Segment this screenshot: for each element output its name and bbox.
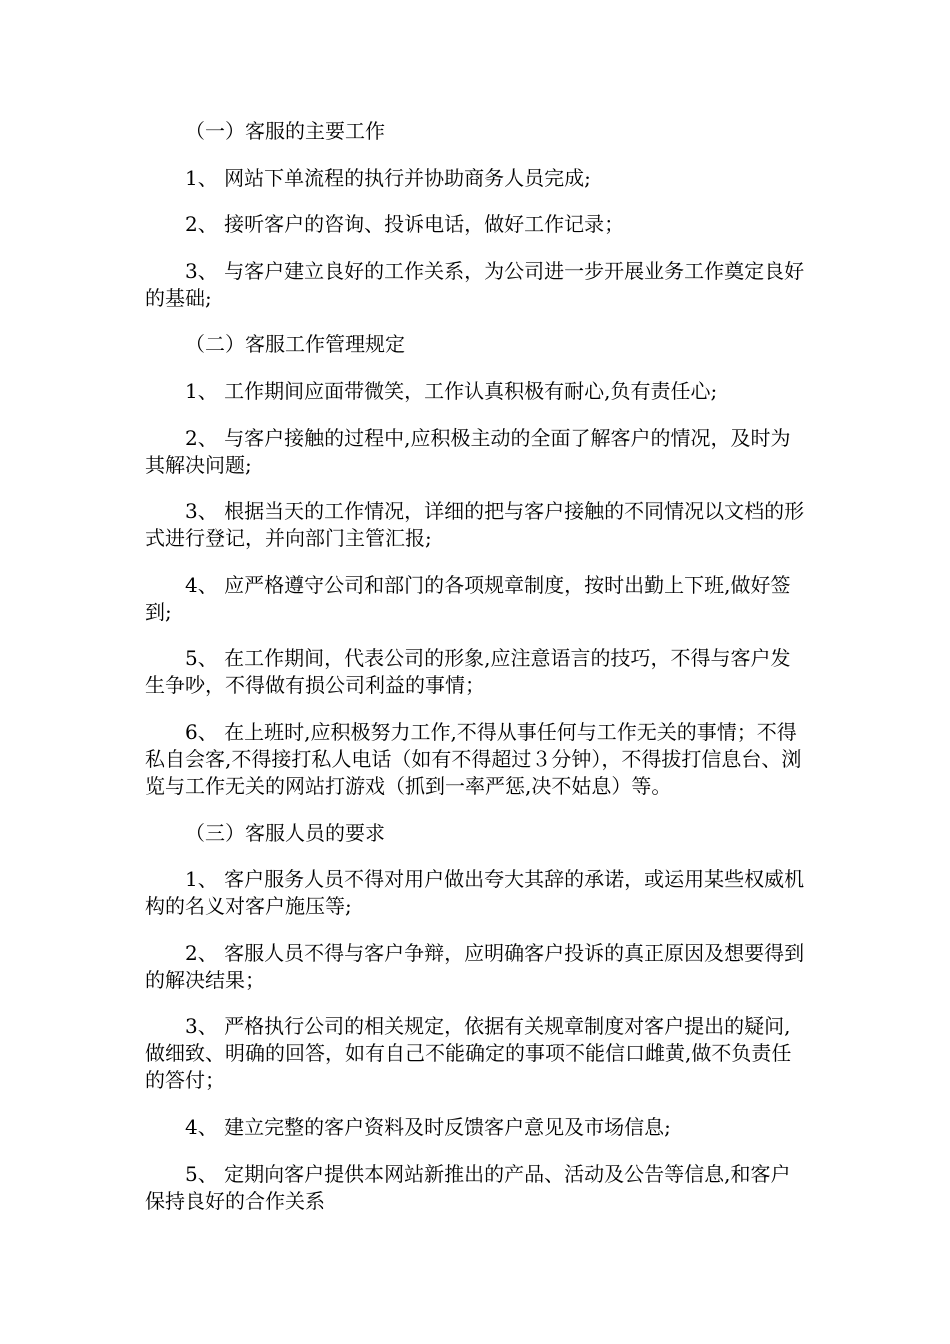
list-item: 3、 与客户建立良好的工作关系，为公司进一步开展业务工作奠定良好的基础; (145, 258, 805, 310)
list-item: 2、 客服人员不得与客户争辩，应明确客户投诉的真正原因及想要得到的解决结果； (145, 940, 805, 992)
list-item: 6、 在上班时,应积极努力工作,不得从事任何与工作无关的事情；不得私自会客,不得接打私人电话（如有不得超过３分钟），不得拔打信息台、浏览与工作无关的网站打游戏（抓到一率严惩,决不姑息）等。 (145, 719, 802, 798)
list-item: 3、 严格执行公司的相关规定，依据有关规章制度对客户提出的疑问,做细致、明确的回答，如有自己不能确定的事项不能信口雌黄,做不负责任的答付； (145, 1014, 792, 1093)
document-body (145, 118, 810, 1234)
list-item: 1、 工作期间应面带微笑，工作认真积极有耐心,负有责任心; (185, 378, 718, 403)
list-item: 1、 客户服务人员不得对用户做出夸大其辞的承诺，或运用某些权威机构的名义对客户施压等; (145, 867, 805, 919)
section-heading: （一）客服的主要工作 (185, 119, 385, 143)
list-item: 3、 根据当天的工作情况，详细的把与客户接触的不同情况以文档的形式进行登记，并向部门主管汇报; (145, 499, 805, 551)
section-heading: （三）客服人员的要求 (185, 820, 385, 845)
list-item: 2、 与客户接触的过程中,应积极主动的全面了解客户的情况，及时为其解决问题; (145, 425, 791, 477)
list-item: 1、 网站下单流程的执行并协助商务人员完成; (185, 165, 591, 190)
list-item: 2、 接听客户的咨询、投诉电话，做好工作记录； (185, 212, 625, 237)
list-item: 4、 应严格遵守公司和部门的各项规章制度，按时出勤上下班,做好签到; (145, 572, 791, 624)
section-1 (145, 118, 810, 312)
section-heading: （二）客服工作管理规定 (185, 332, 405, 357)
list-item: 5、 在工作期间，代表公司的形象,应注意语言的技巧，不得与客户发生争吵，不得做有损公司利益的事情； (145, 646, 791, 698)
section-2 (145, 331, 810, 800)
list-item: 4、 建立完整的客户资料及时反馈客户意见及市场信息; (185, 1114, 671, 1139)
list-item: 5、 定期向客户提供本网站新推出的产品、活动及公告等信息,和客户保持良好的合作关系 (145, 1161, 791, 1213)
section-3 (145, 820, 810, 1215)
